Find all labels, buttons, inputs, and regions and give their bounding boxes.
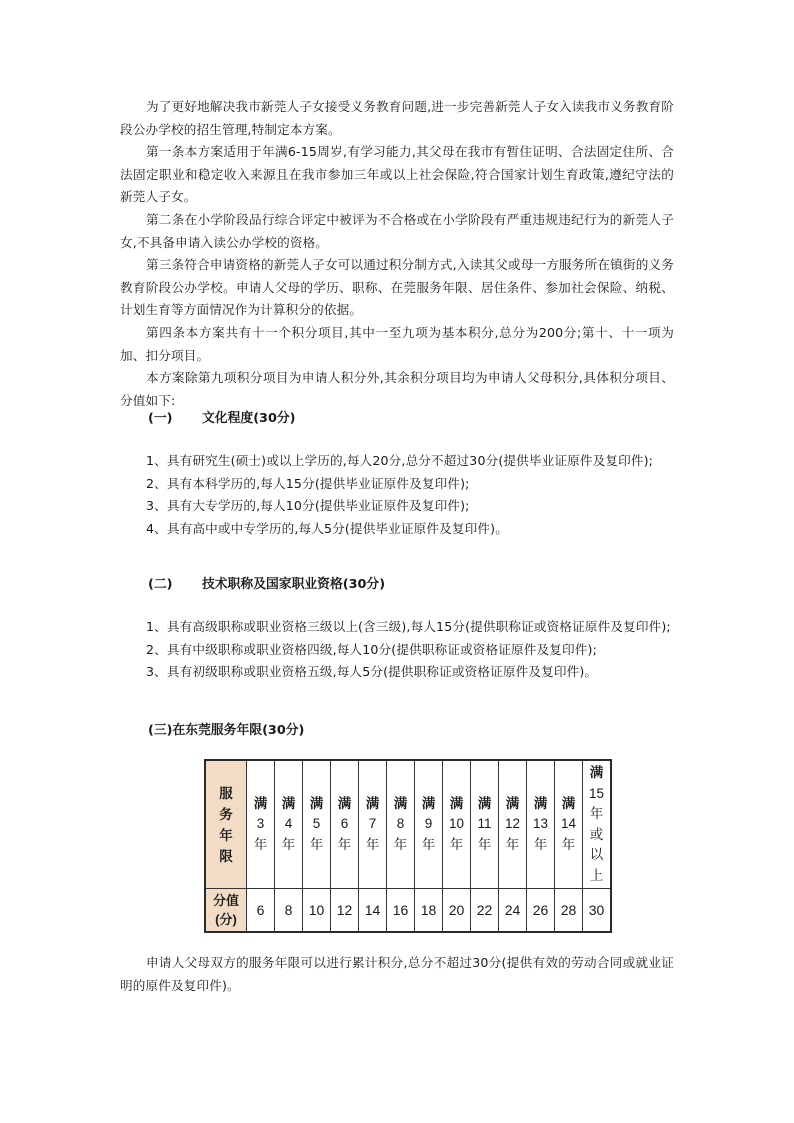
score-cell: 6	[247, 889, 275, 933]
year-prefix: 满	[449, 795, 464, 811]
label-char: 限	[219, 848, 233, 864]
section-1-heading	[148, 409, 296, 429]
year-suffix: 年	[533, 836, 548, 852]
year-prefix: 满	[505, 795, 520, 811]
year-prefix: 满	[421, 795, 436, 811]
intro-paragraph: 为了更好地解决我市新莞人子女接受义务教育问题,进一步完善新莞人子女入读我市义务教育阶段公办学校的招生管理,特制定本方案。	[120, 99, 674, 137]
year-cell	[303, 760, 331, 889]
list-item: 1、具有研究生(硕士)或以上学历的,每人20分,总分不超过30分(提供毕业证原件及复印件);	[146, 453, 654, 468]
year-cell	[387, 760, 415, 889]
year-value: 12	[504, 816, 521, 832]
year-value: 11	[477, 816, 492, 832]
year-suffix: 年	[309, 836, 324, 852]
year-cell	[275, 760, 303, 889]
year-suffix: 或	[589, 826, 604, 842]
score-cell: 10	[303, 889, 331, 933]
year-cell	[331, 760, 359, 889]
section-2-number: (二)	[148, 577, 173, 592]
section-3-heading	[148, 721, 304, 741]
label-char: 服	[219, 785, 233, 801]
year-suffix: 年	[477, 836, 492, 852]
article-4: 第四条本方案共有十一个积分项目,其中一至九项为基本积分,总分为200分;第十、十一项为加、扣分项目。	[120, 324, 674, 363]
article-3: 第三条符合申请资格的新莞人子女可以通过积分制方式,入读其父或母一方服务所在镇街的义务教育阶段公办学校。申请人父母的学历、职称、在莞服务年限、居住条件、参加社会保险、纳税、计划生育等方面情况作为计算积分的依据。	[120, 257, 674, 318]
list-item: 2、具有中级职称或职业资格四级,每人10分(提供职称证或资格证原件及复印件);	[146, 641, 597, 657]
score-cell: 22	[471, 889, 499, 933]
year-suffix: 年	[421, 836, 436, 852]
year-value: 10	[448, 816, 465, 832]
year-value: 6	[340, 816, 349, 832]
section-1-number: (一)	[148, 411, 173, 426]
year-value: 13	[532, 816, 549, 832]
label-char: 务	[219, 806, 233, 822]
intro-section	[120, 96, 674, 412]
section-1-list	[120, 450, 674, 540]
table-row-scores	[205, 889, 611, 933]
score-cell: 20	[443, 889, 471, 933]
year-cell	[555, 760, 583, 889]
table-row-years	[205, 760, 611, 889]
year-suffix: 年	[281, 836, 296, 852]
score-cell: 28	[555, 889, 583, 933]
service-years-table	[204, 759, 612, 933]
section-2-heading	[148, 575, 385, 595]
year-suffix: 年	[449, 836, 464, 852]
year-prefix: 满	[365, 795, 380, 811]
year-cell	[247, 760, 275, 889]
score-label-line: (分)	[215, 912, 237, 927]
year-value: 3	[256, 816, 265, 832]
year-suffix: 上	[589, 867, 604, 883]
article-1: 第一条本方案适用于年满6-15周岁,有学习能力,其父母在我市有暂住证明、合法固定住所、合法固定职业和稳定收入来源且在我市参加三年或以上社会保险,符合国家计划生育政策,遵纪守法的新莞人子女。	[120, 144, 674, 205]
year-prefix: 满	[561, 795, 576, 811]
score-cell: 12	[331, 889, 359, 933]
section-2-list	[120, 616, 674, 684]
year-cell	[415, 760, 443, 889]
year-value: 7	[368, 816, 377, 832]
score-cell: 8	[275, 889, 303, 933]
score-cell: 30	[583, 889, 612, 933]
year-suffix: 以	[589, 847, 604, 862]
year-prefix: 满	[533, 795, 548, 811]
list-item: 3、具有大专学历的,每人10分(提供毕业证原件及复印件);	[146, 498, 470, 514]
year-cell	[443, 760, 471, 889]
service-years-note	[120, 952, 674, 997]
article-2: 第二条在小学阶段品行综合评定中被评为不合格或在小学阶段有严重违规违纪行为的新莞人子女,不具备申请入读公办学校的资格。	[120, 211, 674, 250]
year-value: 15	[588, 785, 605, 801]
year-suffix: 年	[561, 836, 576, 852]
score-cell: 16	[387, 889, 415, 933]
year-prefix: 满	[337, 795, 352, 811]
score-cell: 18	[415, 889, 443, 933]
list-item: 4、具有高中或中专学历的,每人5分(提供毕业证原件及复印件)。	[146, 520, 508, 536]
scoring-intro: 本方案除第九项积分项目为申请人积分外,其余积分项目均为申请人父母积分,具体积分项目、分值如下:	[120, 370, 674, 408]
year-prefix: 满	[589, 765, 604, 780]
year-value: 4	[284, 816, 293, 832]
year-prefix: 满	[309, 795, 324, 811]
year-prefix: 满	[281, 795, 296, 811]
score-label	[205, 889, 247, 933]
list-item: 3、具有初级职称或职业资格五级,每人5分(提供职称证或资格证原件及复印件)。	[146, 664, 598, 680]
year-cell	[359, 760, 387, 889]
year-value: 5	[312, 816, 321, 832]
year-suffix: 年	[253, 836, 268, 852]
footer-note: 申请人父母双方的服务年限可以进行累计积分,总分不超过30分(提供有效的劳动合同或就业证明的原件及复印件)。	[120, 955, 674, 993]
year-prefix: 满	[477, 795, 492, 811]
year-suffix: 年	[393, 836, 408, 852]
label-char: 年	[219, 827, 233, 843]
year-suffix: 年	[365, 836, 380, 852]
section-1-title: 文化程度(30分)	[202, 411, 296, 426]
score-cell: 14	[359, 889, 387, 933]
year-prefix: 满	[393, 795, 408, 811]
list-item: 1、具有高级职称或职业资格三级以上(含三级),每人15分(提供职称证或资格证原件及复印件);	[146, 619, 671, 634]
year-prefix: 满	[253, 795, 268, 811]
list-item: 2、具有本科学历的,每人15分(提供毕业证原件及复印件);	[146, 475, 470, 491]
score-label-line: 分值	[212, 893, 239, 908]
section-3-title: (三)在东莞服务年限(30分)	[148, 723, 305, 738]
year-suffix: 年	[505, 836, 520, 852]
year-suffix: 年	[589, 806, 604, 821]
year-cell	[527, 760, 555, 889]
section-2-title: 技术职称及国家职业资格(30分)	[202, 577, 386, 592]
year-cell	[471, 760, 499, 889]
service-years-label	[205, 760, 247, 889]
year-suffix: 年	[337, 836, 352, 852]
score-cell: 26	[527, 889, 555, 933]
score-cell: 24	[499, 889, 527, 933]
year-value: 9	[424, 816, 433, 832]
year-cell-15-plus	[583, 760, 612, 889]
year-cell	[499, 760, 527, 889]
year-value: 8	[396, 816, 405, 832]
year-value: 14	[560, 816, 577, 832]
